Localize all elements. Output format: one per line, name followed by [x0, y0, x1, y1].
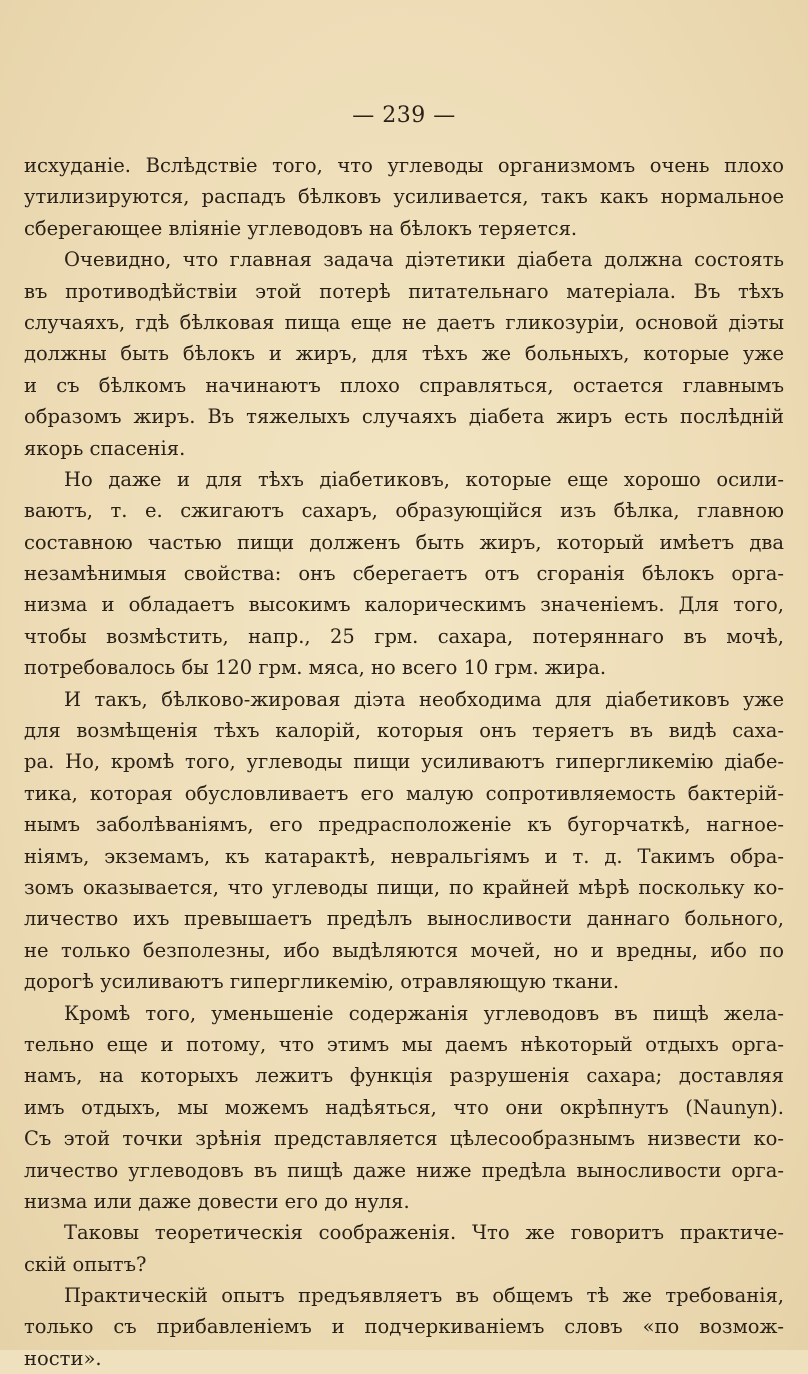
text-line: якорь спасенія. — [24, 436, 186, 460]
text-line: дорогѣ усиливаютъ гипергликемію, отравляющую ткани. — [24, 970, 620, 994]
text-line: Практическій опытъ предъявляетъ въ общемъ тѣ же требованія, — [64, 1284, 784, 1308]
text-line: незамѣнимыя свойства: онъ сберегаетъ отъ сгоранія бѣлокъ орга- — [24, 562, 784, 586]
text-line: намъ, на которыхъ лежитъ функція разрушенія сахара; доставляя — [24, 1064, 784, 1088]
text-line: ности». — [24, 1346, 102, 1370]
text-line: тельно еще и потому, что этимъ мы даемъ нѣкоторый отдыхъ орга- — [24, 1032, 784, 1056]
text-line: потребовалось бы 120 грм. мяса, но всего 10 грм. жира. — [24, 656, 607, 680]
text-line: случаяхъ, гдѣ бѣлковая пища еще не даетъ гликозуріи, основой діэты — [24, 310, 784, 334]
text-line: для возмѣщенія тѣхъ калорій, которыя онъ теряетъ въ видѣ саха- — [24, 719, 784, 743]
paragraph-6 — [24, 1217, 784, 1280]
text-line: нымъ заболѣваніямъ, его предрасположеніе къ бугорчаткѣ, нагное- — [24, 813, 784, 837]
text-line: Таковы теоретическія соображенія. Что же говоритъ практиче- — [64, 1221, 784, 1245]
text-line: исхуданіе. Вслѣдствіе того, что углеводы организмомъ очень плохо — [24, 154, 784, 177]
text-line: ваютъ, т. е. сжигаютъ сахаръ, образующійся изъ бѣлка, главною — [24, 499, 784, 523]
text-line: только съ прибавленіемъ и подчеркиваніемъ словъ «по возмож- — [24, 1315, 784, 1339]
text-line: составною частью пищи долженъ быть жиръ, который имѣетъ два — [24, 530, 784, 554]
text-line: личество углеводовъ въ пищѣ даже ниже предѣла выносливости орга- — [24, 1158, 784, 1182]
body-text — [24, 150, 784, 1374]
text-line: личество ихъ превышаетъ предѣлъ выносливости даннаго больного, — [24, 907, 784, 931]
paragraph-5 — [24, 998, 784, 1218]
text-line: утилизируются, распадъ бѣлковъ усиливается, такъ какъ нормальное — [24, 185, 784, 209]
paragraph-2 — [24, 244, 784, 464]
text-line: должны быть бѣлокъ и жиръ, для тѣхъ же больныхъ, которые уже — [24, 342, 784, 366]
text-line: Кромѣ того, уменьшеніе содержанія углеводовъ въ пищѣ жела- — [64, 1001, 784, 1025]
text-line: Но даже и для тѣхъ діабетиковъ, которые еще хорошо осили- — [64, 467, 784, 491]
text-line: И такъ, бѣлково-жировая діэта необходима для діабетиковъ уже — [64, 687, 784, 711]
paragraph-1 — [24, 150, 784, 244]
text-line: не только безполезны, ибо выдѣляются мочей, но и вредны, ибо по — [24, 938, 784, 962]
paragraph-4 — [24, 684, 784, 998]
text-line: тика, которая обусловливаетъ его малую сопротивляемость бактерій- — [24, 781, 784, 805]
text-line: и съ бѣлкомъ начинаютъ плохо справляться, остается главнымъ — [24, 373, 784, 397]
paragraph-7 — [24, 1280, 784, 1374]
paragraph-3 — [24, 464, 784, 684]
text-line: въ противодѣйствіи этой потерѣ питательнаго матеріала. Въ тѣхъ — [24, 279, 784, 303]
text-line: низма и обладаетъ высокимъ калорическимъ значеніемъ. Для того, — [24, 593, 784, 617]
text-line: ніямъ, экземамъ, къ катарактѣ, невральгіямъ и т. д. Такимъ обра- — [24, 844, 784, 868]
text-line: чтобы возмѣстить, напр., 25 грм. сахара, потеряннаго въ мочѣ, — [24, 624, 784, 648]
text-line: имъ отдыхъ, мы можемъ надѣяться, что они окрѣпнутъ (Naunyn). — [24, 1095, 784, 1119]
text-line: образомъ жиръ. Въ тяжелыхъ случаяхъ діабета жиръ есть послѣдній — [24, 405, 784, 429]
text-line: скій опытъ? — [24, 1252, 147, 1276]
text-line: Очевидно, что главная задача діэтетики діабета должна состоять — [64, 248, 784, 272]
text-line: сберегающее вліяніе углеводовъ на бѣлокъ теряется. — [24, 216, 578, 240]
text-line: ра. Но, кромѣ того, углеводы пищи усиливаютъ гипергликемію діабе- — [24, 750, 784, 774]
text-line: Съ этой точки зрѣнія представляется цѣлесообразнымъ низвести ко- — [24, 1127, 784, 1151]
page-number: — 239 — — [352, 103, 456, 128]
text-line: низма или даже довести его до нуля. — [24, 1189, 410, 1213]
text-line: зомъ оказывается, что углеводы пищи, по крайней мѣрѣ поскольку ко- — [24, 875, 784, 899]
